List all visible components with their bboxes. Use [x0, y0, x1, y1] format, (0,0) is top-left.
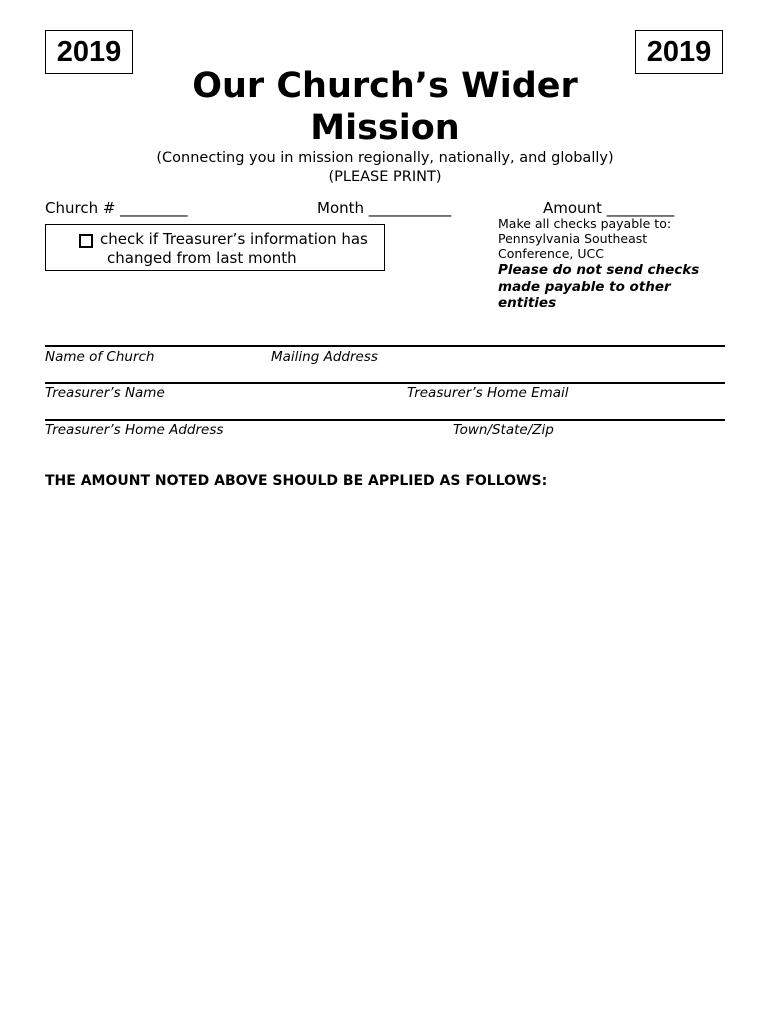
year-box-right: 2019: [635, 30, 723, 74]
page-title-line2: Mission: [310, 108, 460, 148]
treasurer-name-label: Treasurer’s Name: [45, 385, 165, 401]
treasurer-line[interactable]: [45, 382, 725, 384]
mailing-address-label: Mailing Address: [271, 349, 378, 365]
checkbox-label-line1: check if Treasurer’s information has: [100, 230, 368, 248]
applied-heading: THE AMOUNT NOTED ABOVE SHOULD BE APPLIED AS FOLLOWS:: [45, 473, 548, 489]
warning-line1: Please do not send checks: [498, 262, 700, 278]
page-title-line1: Our Church’s Wider: [192, 66, 578, 106]
treasurer-change-panel: [45, 224, 385, 271]
warning-line3: entities: [498, 295, 557, 311]
treasurer-address-label: Treasurer’s Home Address: [45, 422, 224, 438]
town-state-zip-label: Town/State/Zip: [453, 422, 554, 438]
print-note: (PLEASE PRINT): [328, 169, 442, 185]
warning-line2: made payable to other: [498, 278, 671, 295]
church-number-field[interactable]: Church # _________: [45, 199, 188, 217]
treasurer-email-label: Treasurer’s Home Email: [407, 385, 569, 401]
amount-field[interactable]: Amount _________: [543, 199, 675, 217]
treasurer-changed-checkbox[interactable]: [79, 234, 93, 248]
month-field[interactable]: Month ___________: [317, 199, 452, 217]
subtitle: (Connecting you in mission regionally, nationally, and globally): [156, 150, 614, 166]
warning-note: [498, 262, 699, 312]
year-box-left: 2019: [45, 30, 133, 74]
payable-line1: Make all checks payable to:: [498, 216, 672, 231]
payable-line3: Conference, UCC: [498, 246, 604, 261]
checkbox-label-line2: changed from last month: [107, 249, 297, 267]
address-line[interactable]: [45, 419, 725, 421]
name-of-church-label: Name of Church: [45, 349, 155, 365]
payable-line2: Pennsylvania Southeast: [498, 231, 648, 246]
church-line[interactable]: [45, 345, 725, 347]
